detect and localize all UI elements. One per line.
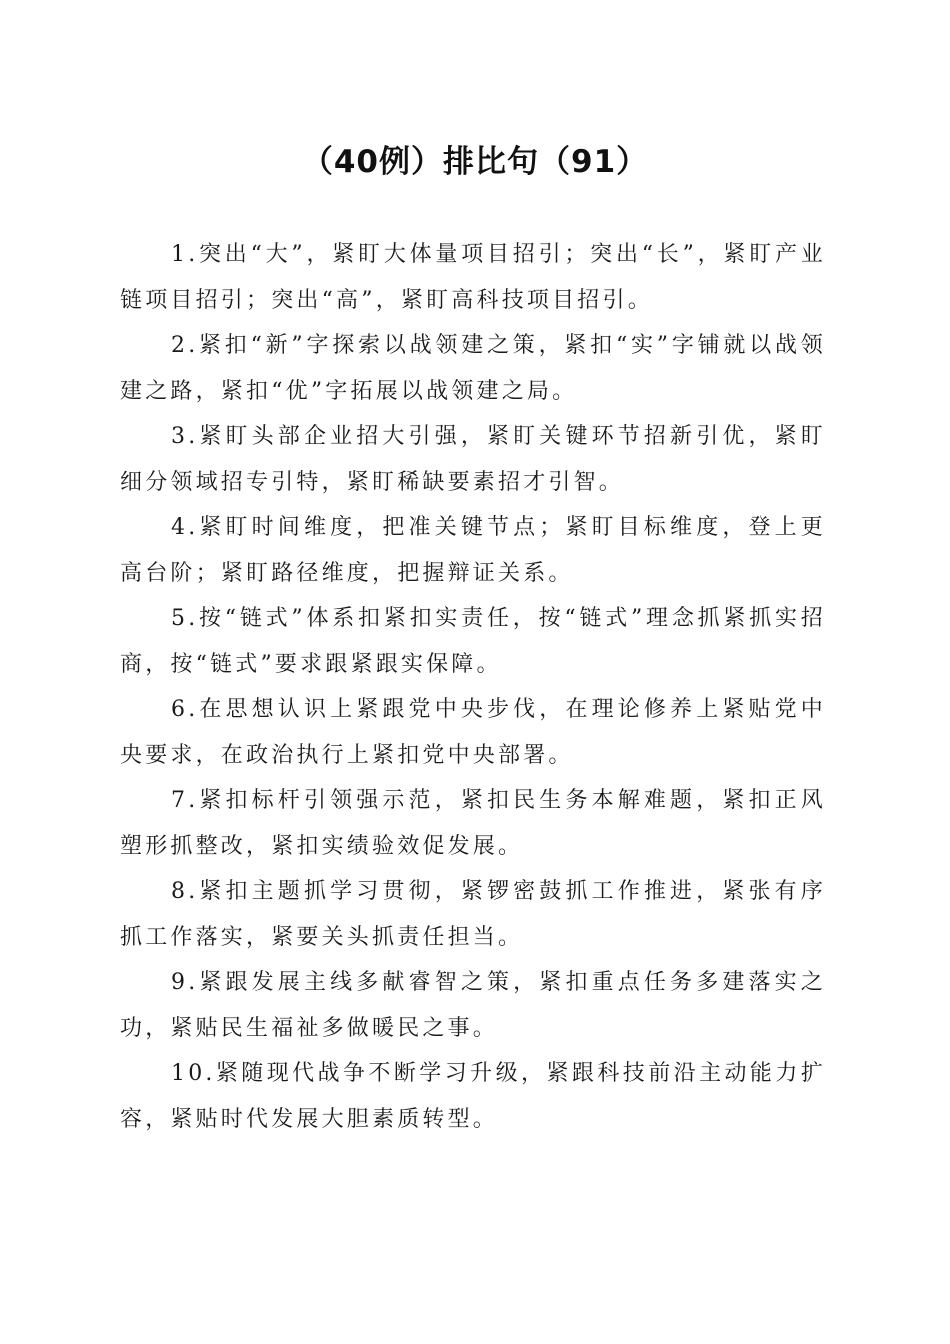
paragraph-6: 6.在思想认识上紧跟党中央步伐，在理论修养上紧贴党中央要求，在政治执行上紧扣党中央部署。 — [120, 697, 826, 768]
paragraph-5: 5.按“链式”体系扣紧扣实责任，按“链式”理念抓紧抓实招商，按“链式”要求跟紧跟实保障。 — [120, 606, 826, 677]
paragraph-3: 3.紧盯头部企业招大引强，紧盯关键环节招新引优，紧盯细分领域招专引特，紧盯稀缺要素招才引智。 — [120, 424, 826, 495]
paragraph-2: 2.紧扣“新”字探索以战领建之策，紧扣“实”字铺就以战领建之路，紧扣“优”字拓展以战领建之局。 — [120, 333, 826, 404]
document-title: （40例）排比句（91） — [301, 144, 649, 180]
paragraph-8: 8.紧扣主题抓学习贯彻，紧锣密鼓抓工作推进，紧张有序抓工作落实，紧要关头抓责任担当。 — [120, 879, 826, 950]
paragraph-10: 10.紧随现代战争不断学习升级，紧跟科技前沿主动能力扩容，紧贴时代发展大胆素质转型。 — [120, 1061, 826, 1132]
paragraph-1: 1.突出“大”，紧盯大体量项目招引；突出“长”，紧盯产业链项目招引；突出“高”，紧盯高科技项目招引。 — [120, 242, 826, 313]
paragraph-7: 7.紧扣标杆引领强示范，紧扣民生务本解难题，紧扣正风塑形抓整改，紧扣实绩验效促发展。 — [120, 788, 826, 859]
paragraph-9: 9.紧跟发展主线多献睿智之策，紧扣重点任务多建落实之功，紧贴民生福祉多做暖民之事。 — [120, 970, 826, 1041]
paragraph-4: 4.紧盯时间维度，把准关键节点；紧盯目标维度，登上更高台阶；紧盯路径维度，把握辩证关系。 — [120, 515, 826, 586]
document-body — [120, 232, 826, 1142]
